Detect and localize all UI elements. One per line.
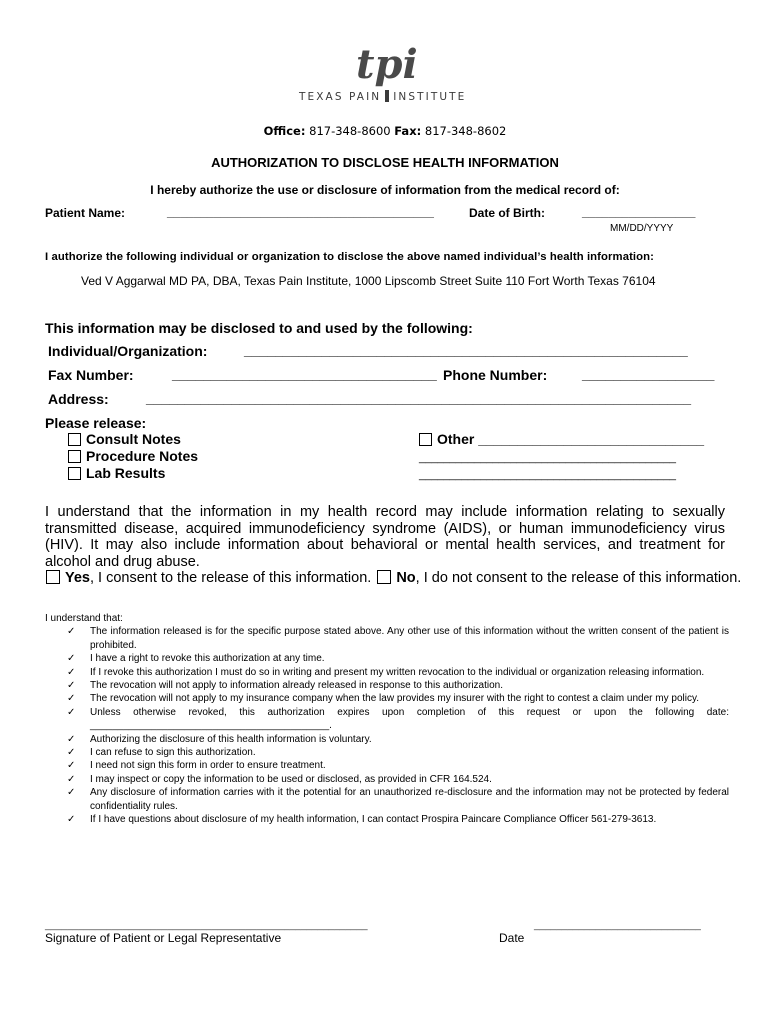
list-item: ✓ Authorizing the disclosure of this health information is voluntary. [67,733,372,745]
consent-yes-text: , I consent to the release of this information. [90,570,372,586]
list-item: ✓ The information released is for the specific purpose stated above. Any other use of this information without the written consent of the patient is prohibited. [67,626,729,651]
fax-label: Fax: [394,124,422,138]
list-item: ✓ If I revoke this authorization I must do so in writing and present my written revocation to the individual or organization releasing information. [67,666,705,678]
dob-field[interactable]: _________________ [582,205,696,219]
check-icon: ✓ [67,680,76,692]
check-icon: ✓ [67,653,76,665]
procedure-notes-checkbox[interactable] [68,450,81,463]
list-item-expiration[interactable]: ✓ Unless otherwise revoked, this authorization expires upon completion of this request or upon the following date: ___________________________________________. [67,706,729,732]
check-icon: ✓ [67,760,76,772]
consent-no-label: No [396,570,416,586]
release-option-other[interactable] [419,431,704,447]
list-item: ✓ If I have questions about disclosure of my health information, I can contact Prospira Paincare Compliance Officer 561-279-3613. [67,814,657,826]
list-item: ✓ I may inspect or copy the information to be used or disclosed, as provided in CFR 164.524. [67,773,492,785]
check-icon: ✓ [67,706,76,718]
consent-no[interactable] [377,570,741,586]
list-item: ✓ I need not sign this form in order to ensure treatment. [67,760,326,772]
signature-field[interactable]: __________________________________________________________ [45,920,368,931]
other-field[interactable]: _____________________________ [478,431,705,447]
check-icon: ✓ [67,733,76,745]
procedure-notes-label: Procedure Notes [86,448,199,464]
release-option-lab-results[interactable] [68,465,165,481]
check-icon: ✓ [67,693,76,705]
consent-yes-checkbox[interactable] [46,570,60,584]
phone-number-field[interactable]: _________________ [582,366,715,382]
fax-number-label: Fax Number: [48,367,134,383]
logo-name [299,90,466,103]
fax-phone: 817-348-8602 [424,124,507,138]
list-item: ✓ The revocation will not apply to my insurance company when the law provides my insurer with the right to contest a claim under my policy. [67,693,699,705]
office-contact [0,124,770,138]
understand-list-heading: I understand that: [45,613,123,624]
check-icon: ✓ [67,814,76,826]
recipient-heading: This information may be disclosed to and used by the following: [45,320,473,336]
patient-name-field[interactable]: ________________________________________ [167,205,434,219]
release-option-consult-notes[interactable] [68,431,181,447]
address-field[interactable]: ______________________________________________________________________ [146,390,692,406]
check-icon: ✓ [67,773,76,785]
list-item: ✓ I have a right to revoke this authorization at any time. [67,653,325,665]
signature-label: Signature of Patient or Legal Representative [45,931,282,945]
logo-name-left: TEXAS PAIN [299,91,382,103]
discloser-text: Ved V Aggarwal MD PA, DBA, Texas Pain Institute, 1000 Lipscomb Street Suite 110 Fort Worth Texas 76104 [81,274,656,288]
consent-yes-label: Yes [65,570,90,586]
logo-mark-text: tpi [356,41,418,88]
form-title: AUTHORIZATION TO DISCLOSE HEALTH INFORMATION [211,155,559,170]
intro-text: I hereby authorize the use or disclosure of information from the medical record of: [150,183,620,197]
other-extra-line-1[interactable]: __________________________________________ [419,452,676,464]
other-label: Other [437,431,475,447]
consent-no-checkbox[interactable] [377,570,391,584]
consent-no-text: , I do not consent to the release of this information. [415,570,742,586]
list-item: ✓ Any disclosure of information carries with it the potential for an unauthorized re-disclosure and the information may not be protected by federal confidentiality rules. [67,787,729,812]
logo-divider [385,90,389,102]
signature-date-field[interactable]: ______________________________ [534,920,701,931]
list-item: ✓ I can refuse to sign this authorization. [67,747,256,759]
understand-paragraph: I understand that the information in my health record may include information relating to sexually transmitted disease, acquired immunodeficiency syndrome (AIDS), or human immunodeficiency virus (HIV). It may also include information about behavioral or mental health services, and treatment for alcohol and drug abuse. [45,504,725,570]
consult-notes-label: Consult Notes [86,431,181,447]
list-item: ✓ The revocation will not apply to information already released in response to this authorization. [67,680,504,692]
understand-list [45,612,729,827]
lab-results-label: Lab Results [86,465,166,481]
discloser-heading: I authorize the following individual or organization to disclose the above named individual’s health information: [45,251,655,263]
check-icon: ✓ [67,626,76,638]
org-field[interactable]: _________________________________________________________ [244,342,688,358]
patient-name-label: Patient Name: [45,206,126,220]
office-label: Office: [263,124,306,138]
address-label: Address: [48,391,109,407]
phone-number-label: Phone Number: [443,367,548,383]
fax-number-field[interactable]: __________________________________ [172,366,437,382]
other-extra-line-2[interactable]: __________________________________________ [419,469,676,481]
consent-yes[interactable] [46,570,371,586]
other-checkbox[interactable] [419,433,432,446]
org-label: Individual/Organization: [48,343,208,359]
consult-notes-checkbox[interactable] [68,433,81,446]
check-icon: ✓ [67,666,76,678]
dob-label: Date of Birth: [469,206,545,220]
dob-format-hint: MM/DD/YYYY [610,223,674,234]
check-icon: ✓ [67,787,76,799]
tpi-logo-mark [352,40,432,92]
understand-items [45,625,729,826]
lab-results-checkbox[interactable] [68,467,81,480]
check-icon: ✓ [67,747,76,759]
release-option-procedure-notes[interactable] [68,448,198,464]
logo-name-right: INSTITUTE [393,91,467,103]
consent-row [46,570,741,586]
office-phone: 817-348-8600 [309,124,391,138]
release-heading: Please release: [45,415,147,431]
signature-date-label: Date [499,931,525,945]
